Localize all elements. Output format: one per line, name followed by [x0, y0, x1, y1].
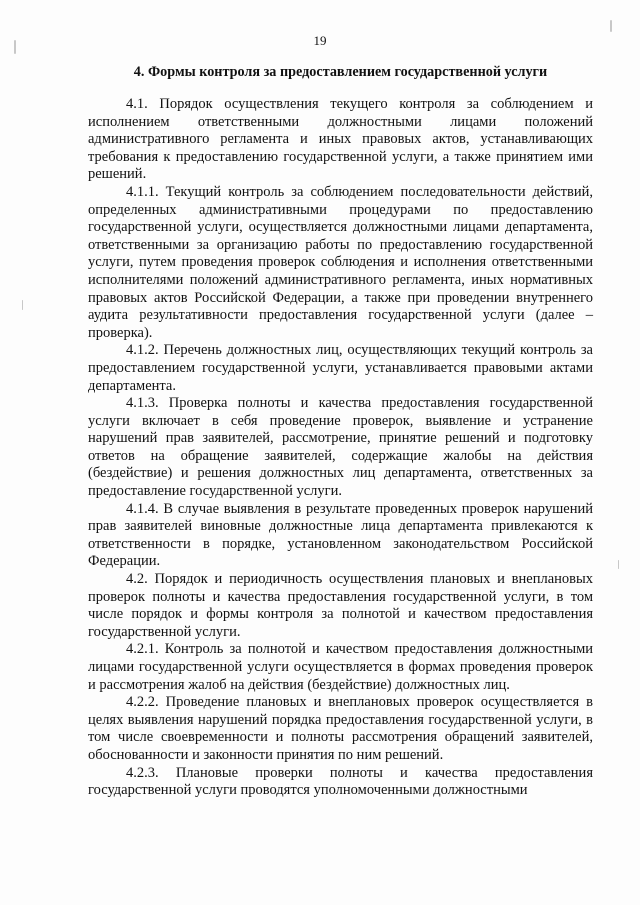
paragraph-4-2-1: 4.2.1. Контроль за полнотой и качеством предоставления должностными лицами государственной услуги осуществляется в формах проведения проверок и рассмотрения жалоб на действия (бездействие) должностных лиц. [88, 641, 593, 693]
scan-artifact [22, 300, 23, 310]
paragraph-4-2-3: 4.2.3. Плановые проверки полноты и качества предоставления государственной услуги проводятся уполномоченными должностными [88, 764, 593, 799]
page-number: 19 [313, 33, 327, 48]
section-title: 4. Формы контроля за предоставлением государственной услуги [133, 64, 548, 80]
paragraph-4-2: 4.2. Порядок и периодичность осуществления плановых и внеплановых проверок полноты и качества предоставления государственной услуги, в том числе порядок и формы контроля за полнотой и качеством предоставления государственной услуги. [88, 571, 593, 640]
paragraph-4-1: 4.1. Порядок осуществления текущего контроля за соблюдением и исполнением ответственными должностными лицами положений административного регламента и иных правовых актов, устанавливающих требования к предоставлению государственной услуги, а также принятием ими решений. [88, 96, 593, 183]
scan-artifact [610, 20, 612, 32]
paragraph-4-1-3: 4.1.3. Проверка полноты и качества предоставления государственной услуги включает в себя проведение проверок, выявление и устранение нарушений прав заявителей, рассмотрение, принятие решений и подготовку ответов на обращение заявителей, содержащие жалобы на действия (бездействие) и решения должностных лиц департамента, ответственных за предоставление государственной услуги. [88, 395, 593, 500]
paragraph-4-2-2: 4.2.2. Проведение плановых и внеплановых проверок осуществляется в целях выявления нарушений порядка предоставления государственной услуги, в том числе своевременности и полноты рассмотрения обращений заявителей, обоснованности и законности принятия по ним решений. [88, 694, 593, 763]
scan-artifact [618, 560, 619, 569]
document-body [88, 96, 593, 800]
paragraph-4-1-1: 4.1.1. Текущий контроль за соблюдением последовательности действий, определенных административными процедурами по предоставлению государственной услуги, осуществляется должностными лицами департамента, ответственными за организацию работы по предоставлению государственной услуги, путем проведения проверок соблюдения и исполнения ответственными исполнителями положений административного регламента, иных нормативных правовых актов Российской Федерации, а также при проведении внутреннего аудита результативности предоставления государственной услуги (далее – проверка). [88, 183, 593, 341]
paragraph-4-1-4: 4.1.4. В случае выявления в результате проведенных проверок нарушений прав заявителей виновные должностные лица департамента привлекаются к ответственности в порядке, установленном законодательством Российской Федерации. [88, 500, 593, 570]
paragraph-4-1-2: 4.1.2. Перечень должностных лиц, осуществляющих текущий контроль за предоставлением государственной услуги, устанавливается правовыми актами департамента. [88, 342, 593, 394]
scan-artifact [14, 40, 16, 54]
